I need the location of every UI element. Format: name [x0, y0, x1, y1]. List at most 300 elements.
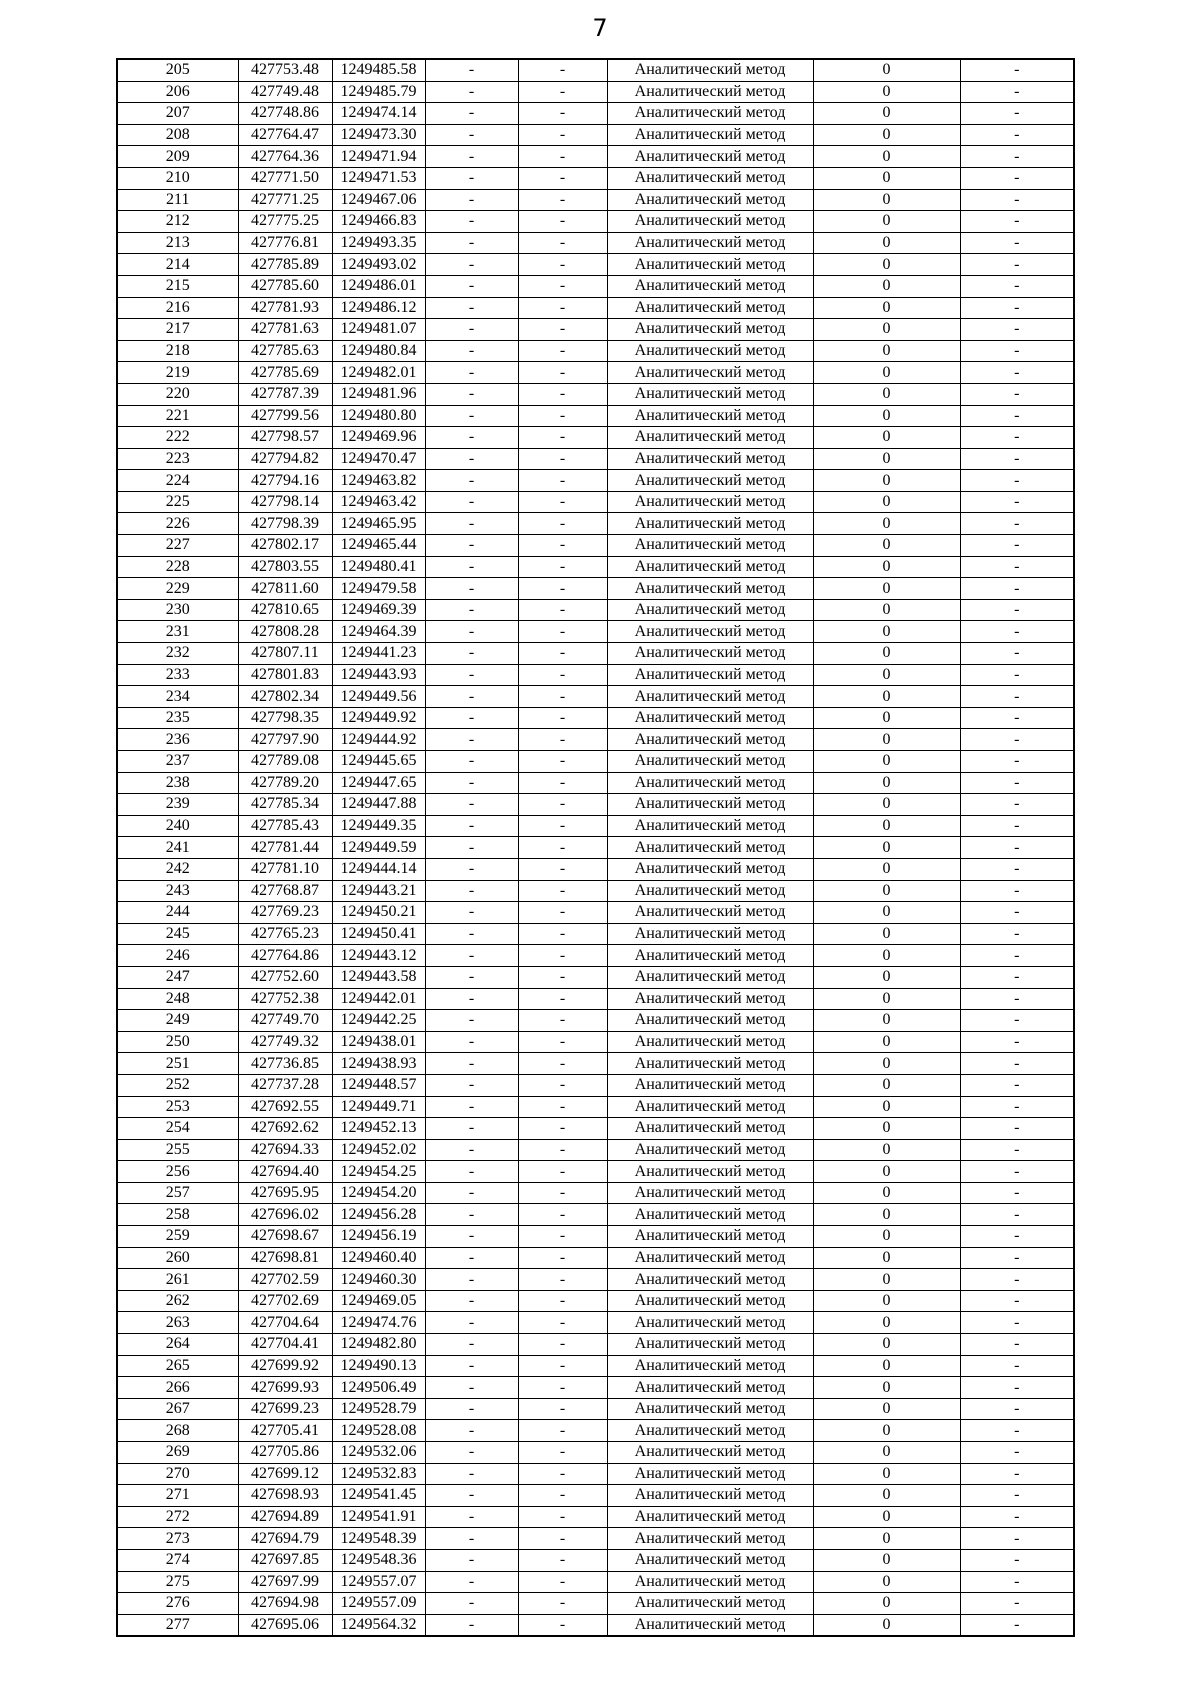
point-number-cell: 252	[117, 1074, 238, 1096]
dash-cell-2: -	[518, 599, 607, 621]
table-row	[117, 858, 1074, 880]
dash-cell-1: -	[425, 232, 518, 254]
dash-cell-2: -	[518, 211, 607, 233]
method-cell: Аналитический метод	[607, 707, 813, 729]
dash-cell-2: -	[518, 81, 607, 103]
point-number-cell: 250	[117, 1031, 238, 1053]
table-row	[117, 578, 1074, 600]
method-cell: Аналитический метод	[607, 794, 813, 816]
y-coordinate-cell: 1249480.84	[332, 340, 425, 362]
zero-cell: 0	[813, 275, 960, 297]
dash-cell-3: -	[960, 729, 1074, 751]
table-row	[117, 707, 1074, 729]
dash-cell-1: -	[425, 837, 518, 859]
dash-cell-1: -	[425, 815, 518, 837]
dash-cell-2: -	[518, 470, 607, 492]
dash-cell-1: -	[425, 1485, 518, 1507]
page-number: 7	[592, 14, 608, 42]
zero-cell: 0	[813, 1204, 960, 1226]
point-number-cell: 243	[117, 880, 238, 902]
y-coordinate-cell: 1249541.91	[332, 1506, 425, 1528]
y-coordinate-cell: 1249449.71	[332, 1096, 425, 1118]
dash-cell-3: -	[960, 1010, 1074, 1032]
zero-cell: 0	[813, 1398, 960, 1420]
method-cell: Аналитический метод	[607, 902, 813, 924]
dash-cell-2: -	[518, 297, 607, 319]
method-cell: Аналитический метод	[607, 1485, 813, 1507]
table-row	[117, 1442, 1074, 1464]
dash-cell-3: -	[960, 707, 1074, 729]
dash-cell-2: -	[518, 1398, 607, 1420]
table-row	[117, 535, 1074, 557]
point-number-cell: 223	[117, 448, 238, 470]
method-cell: Аналитический метод	[607, 513, 813, 535]
point-number-cell: 263	[117, 1312, 238, 1334]
dash-cell-2: -	[518, 146, 607, 168]
x-coordinate-cell: 427749.70	[238, 1010, 332, 1032]
method-cell: Аналитический метод	[607, 1398, 813, 1420]
dash-cell-2: -	[518, 340, 607, 362]
point-number-cell: 212	[117, 211, 238, 233]
method-cell: Аналитический метод	[607, 1334, 813, 1356]
point-number-cell: 229	[117, 578, 238, 600]
point-number-cell: 248	[117, 988, 238, 1010]
method-cell: Аналитический метод	[607, 772, 813, 794]
dash-cell-2: -	[518, 1269, 607, 1291]
x-coordinate-cell: 427803.55	[238, 556, 332, 578]
table-row	[117, 599, 1074, 621]
dash-cell-3: -	[960, 297, 1074, 319]
dash-cell-1: -	[425, 427, 518, 449]
table-row	[117, 729, 1074, 751]
dash-cell-3: -	[960, 362, 1074, 384]
dash-cell-2: -	[518, 794, 607, 816]
dash-cell-3: -	[960, 556, 1074, 578]
dash-cell-1: -	[425, 362, 518, 384]
zero-cell: 0	[813, 1549, 960, 1571]
dash-cell-1: -	[425, 189, 518, 211]
point-number-cell: 242	[117, 858, 238, 880]
dash-cell-1: -	[425, 81, 518, 103]
point-number-cell: 264	[117, 1334, 238, 1356]
method-cell: Аналитический метод	[607, 751, 813, 773]
dash-cell-2: -	[518, 729, 607, 751]
method-cell: Аналитический метод	[607, 621, 813, 643]
y-coordinate-cell: 1249443.58	[332, 966, 425, 988]
dash-cell-2: -	[518, 1053, 607, 1075]
y-coordinate-cell: 1249490.13	[332, 1355, 425, 1377]
dash-cell-1: -	[425, 664, 518, 686]
table-row	[117, 189, 1074, 211]
zero-cell: 0	[813, 664, 960, 686]
dash-cell-2: -	[518, 643, 607, 665]
y-coordinate-cell: 1249564.32	[332, 1614, 425, 1636]
x-coordinate-cell: 427699.23	[238, 1398, 332, 1420]
method-cell: Аналитический метод	[607, 858, 813, 880]
point-number-cell: 273	[117, 1528, 238, 1550]
table-row	[117, 772, 1074, 794]
dash-cell-1: -	[425, 707, 518, 729]
y-coordinate-cell: 1249443.12	[332, 945, 425, 967]
dash-cell-1: -	[425, 1506, 518, 1528]
table-row	[117, 1485, 1074, 1507]
dash-cell-3: -	[960, 1549, 1074, 1571]
zero-cell: 0	[813, 1031, 960, 1053]
table-row	[117, 232, 1074, 254]
zero-cell: 0	[813, 232, 960, 254]
method-cell: Аналитический метод	[607, 448, 813, 470]
y-coordinate-cell: 1249447.88	[332, 794, 425, 816]
dash-cell-1: -	[425, 211, 518, 233]
dash-cell-3: -	[960, 254, 1074, 276]
method-cell: Аналитический метод	[607, 837, 813, 859]
zero-cell: 0	[813, 578, 960, 600]
dash-cell-1: -	[425, 319, 518, 341]
zero-cell: 0	[813, 189, 960, 211]
method-cell: Аналитический метод	[607, 1312, 813, 1334]
dash-cell-1: -	[425, 1398, 518, 1420]
zero-cell: 0	[813, 1096, 960, 1118]
y-coordinate-cell: 1249479.58	[332, 578, 425, 600]
table-row	[117, 1334, 1074, 1356]
dash-cell-1: -	[425, 1226, 518, 1248]
dash-cell-1: -	[425, 1118, 518, 1140]
table-row	[117, 1528, 1074, 1550]
zero-cell: 0	[813, 1074, 960, 1096]
point-number-cell: 256	[117, 1161, 238, 1183]
zero-cell: 0	[813, 707, 960, 729]
y-coordinate-cell: 1249445.65	[332, 751, 425, 773]
dash-cell-3: -	[960, 751, 1074, 773]
method-cell: Аналитический метод	[607, 535, 813, 557]
zero-cell: 0	[813, 858, 960, 880]
x-coordinate-cell: 427799.56	[238, 405, 332, 427]
y-coordinate-cell: 1249449.56	[332, 686, 425, 708]
table-row	[117, 513, 1074, 535]
method-cell: Аналитический метод	[607, 880, 813, 902]
method-cell: Аналитический метод	[607, 340, 813, 362]
table-row	[117, 1355, 1074, 1377]
table-row	[117, 81, 1074, 103]
y-coordinate-cell: 1249532.83	[332, 1463, 425, 1485]
dash-cell-1: -	[425, 513, 518, 535]
method-cell: Аналитический метод	[607, 729, 813, 751]
dash-cell-3: -	[960, 1053, 1074, 1075]
x-coordinate-cell: 427781.44	[238, 837, 332, 859]
dash-cell-3: -	[960, 319, 1074, 341]
y-coordinate-cell: 1249442.01	[332, 988, 425, 1010]
dash-cell-1: -	[425, 1420, 518, 1442]
table-row	[117, 1571, 1074, 1593]
x-coordinate-cell: 427801.83	[238, 664, 332, 686]
point-number-cell: 205	[117, 59, 238, 81]
point-number-cell: 258	[117, 1204, 238, 1226]
y-coordinate-cell: 1249482.80	[332, 1334, 425, 1356]
y-coordinate-cell: 1249481.96	[332, 383, 425, 405]
dash-cell-1: -	[425, 1247, 518, 1269]
point-number-cell: 259	[117, 1226, 238, 1248]
dash-cell-3: -	[960, 686, 1074, 708]
dash-cell-2: -	[518, 1506, 607, 1528]
dash-cell-1: -	[425, 275, 518, 297]
dash-cell-2: -	[518, 1031, 607, 1053]
method-cell: Аналитический метод	[607, 275, 813, 297]
dash-cell-2: -	[518, 103, 607, 125]
dash-cell-3: -	[960, 902, 1074, 924]
dash-cell-2: -	[518, 1549, 607, 1571]
table-row	[117, 470, 1074, 492]
y-coordinate-cell: 1249449.92	[332, 707, 425, 729]
y-coordinate-cell: 1249464.39	[332, 621, 425, 643]
point-number-cell: 267	[117, 1398, 238, 1420]
table-row	[117, 1118, 1074, 1140]
dash-cell-1: -	[425, 1182, 518, 1204]
dash-cell-3: -	[960, 1355, 1074, 1377]
x-coordinate-cell: 427781.63	[238, 319, 332, 341]
x-coordinate-cell: 427789.08	[238, 751, 332, 773]
dash-cell-3: -	[960, 340, 1074, 362]
method-cell: Аналитический метод	[607, 319, 813, 341]
x-coordinate-cell: 427802.34	[238, 686, 332, 708]
zero-cell: 0	[813, 81, 960, 103]
method-cell: Аналитический метод	[607, 59, 813, 81]
y-coordinate-cell: 1249444.92	[332, 729, 425, 751]
point-number-cell: 234	[117, 686, 238, 708]
y-coordinate-cell: 1249474.14	[332, 103, 425, 125]
table-row	[117, 59, 1074, 81]
zero-cell: 0	[813, 1485, 960, 1507]
point-number-cell: 233	[117, 664, 238, 686]
method-cell: Аналитический метод	[607, 124, 813, 146]
table-row	[117, 880, 1074, 902]
dash-cell-3: -	[960, 275, 1074, 297]
dash-cell-1: -	[425, 1571, 518, 1593]
method-cell: Аналитический метод	[607, 1528, 813, 1550]
point-number-cell: 219	[117, 362, 238, 384]
y-coordinate-cell: 1249467.06	[332, 189, 425, 211]
table-row	[117, 1139, 1074, 1161]
point-number-cell: 241	[117, 837, 238, 859]
zero-cell: 0	[813, 966, 960, 988]
point-number-cell: 244	[117, 902, 238, 924]
point-number-cell: 215	[117, 275, 238, 297]
point-number-cell: 274	[117, 1549, 238, 1571]
dash-cell-1: -	[425, 491, 518, 513]
point-number-cell: 249	[117, 1010, 238, 1032]
y-coordinate-cell: 1249480.41	[332, 556, 425, 578]
dash-cell-3: -	[960, 1485, 1074, 1507]
point-number-cell: 207	[117, 103, 238, 125]
y-coordinate-cell: 1249466.83	[332, 211, 425, 233]
dash-cell-1: -	[425, 1334, 518, 1356]
table-row	[117, 751, 1074, 773]
point-number-cell: 260	[117, 1247, 238, 1269]
point-number-cell: 257	[117, 1182, 238, 1204]
dash-cell-1: -	[425, 556, 518, 578]
y-coordinate-cell: 1249452.13	[332, 1118, 425, 1140]
dash-cell-3: -	[960, 1204, 1074, 1226]
dash-cell-3: -	[960, 1269, 1074, 1291]
zero-cell: 0	[813, 1139, 960, 1161]
x-coordinate-cell: 427699.92	[238, 1355, 332, 1377]
method-cell: Аналитический метод	[607, 427, 813, 449]
zero-cell: 0	[813, 794, 960, 816]
dash-cell-2: -	[518, 1571, 607, 1593]
table-row	[117, 1269, 1074, 1291]
method-cell: Аналитический метод	[607, 664, 813, 686]
dash-cell-3: -	[960, 81, 1074, 103]
zero-cell: 0	[813, 1247, 960, 1269]
method-cell: Аналитический метод	[607, 362, 813, 384]
dash-cell-1: -	[425, 124, 518, 146]
dash-cell-1: -	[425, 1377, 518, 1399]
x-coordinate-cell: 427775.25	[238, 211, 332, 233]
zero-cell: 0	[813, 1442, 960, 1464]
dash-cell-2: -	[518, 880, 607, 902]
dash-cell-1: -	[425, 902, 518, 924]
x-coordinate-cell: 427748.86	[238, 103, 332, 125]
zero-cell: 0	[813, 923, 960, 945]
point-number-cell: 222	[117, 427, 238, 449]
dash-cell-1: -	[425, 1204, 518, 1226]
table-row	[117, 643, 1074, 665]
y-coordinate-cell: 1249471.94	[332, 146, 425, 168]
dash-cell-2: -	[518, 578, 607, 600]
dash-cell-2: -	[518, 254, 607, 276]
table-row	[117, 794, 1074, 816]
dash-cell-3: -	[960, 599, 1074, 621]
dash-cell-1: -	[425, 729, 518, 751]
zero-cell: 0	[813, 297, 960, 319]
method-cell: Аналитический метод	[607, 1139, 813, 1161]
y-coordinate-cell: 1249493.35	[332, 232, 425, 254]
y-coordinate-cell: 1249454.20	[332, 1182, 425, 1204]
point-number-cell: 228	[117, 556, 238, 578]
point-number-cell: 246	[117, 945, 238, 967]
table-row	[117, 1549, 1074, 1571]
coordinates-table-body	[117, 59, 1074, 1636]
dash-cell-3: -	[960, 535, 1074, 557]
y-coordinate-cell: 1249485.58	[332, 59, 425, 81]
table-row	[117, 621, 1074, 643]
method-cell: Аналитический метод	[607, 383, 813, 405]
table-row	[117, 383, 1074, 405]
x-coordinate-cell: 427752.38	[238, 988, 332, 1010]
dash-cell-1: -	[425, 59, 518, 81]
x-coordinate-cell: 427698.81	[238, 1247, 332, 1269]
zero-cell: 0	[813, 535, 960, 557]
point-number-cell: 213	[117, 232, 238, 254]
method-cell: Аналитический метод	[607, 1010, 813, 1032]
point-number-cell: 214	[117, 254, 238, 276]
dash-cell-3: -	[960, 59, 1074, 81]
table-row	[117, 815, 1074, 837]
dash-cell-2: -	[518, 1204, 607, 1226]
dash-cell-2: -	[518, 1096, 607, 1118]
method-cell: Аналитический метод	[607, 1355, 813, 1377]
y-coordinate-cell: 1249528.79	[332, 1398, 425, 1420]
method-cell: Аналитический метод	[607, 146, 813, 168]
dash-cell-2: -	[518, 1161, 607, 1183]
dash-cell-1: -	[425, 686, 518, 708]
point-number-cell: 253	[117, 1096, 238, 1118]
x-coordinate-cell: 427694.33	[238, 1139, 332, 1161]
point-number-cell: 227	[117, 535, 238, 557]
method-cell: Аналитический метод	[607, 1161, 813, 1183]
zero-cell: 0	[813, 988, 960, 1010]
zero-cell: 0	[813, 686, 960, 708]
y-coordinate-cell: 1249454.25	[332, 1161, 425, 1183]
dash-cell-1: -	[425, 643, 518, 665]
point-number-cell: 230	[117, 599, 238, 621]
dash-cell-1: -	[425, 1549, 518, 1571]
zero-cell: 0	[813, 254, 960, 276]
table-row	[117, 1463, 1074, 1485]
point-number-cell: 224	[117, 470, 238, 492]
method-cell: Аналитический метод	[607, 556, 813, 578]
x-coordinate-cell: 427785.34	[238, 794, 332, 816]
dash-cell-3: -	[960, 643, 1074, 665]
coordinates-table	[116, 58, 1075, 1637]
zero-cell: 0	[813, 902, 960, 924]
y-coordinate-cell: 1249471.53	[332, 167, 425, 189]
dash-cell-2: -	[518, 383, 607, 405]
zero-cell: 0	[813, 729, 960, 751]
dash-cell-3: -	[960, 1571, 1074, 1593]
y-coordinate-cell: 1249548.36	[332, 1549, 425, 1571]
dash-cell-1: -	[425, 923, 518, 945]
x-coordinate-cell: 427737.28	[238, 1074, 332, 1096]
x-coordinate-cell: 427785.89	[238, 254, 332, 276]
dash-cell-1: -	[425, 470, 518, 492]
dash-cell-3: -	[960, 189, 1074, 211]
dash-cell-2: -	[518, 1312, 607, 1334]
x-coordinate-cell: 427776.81	[238, 232, 332, 254]
x-coordinate-cell: 427764.86	[238, 945, 332, 967]
dash-cell-3: -	[960, 1377, 1074, 1399]
x-coordinate-cell: 427695.06	[238, 1614, 332, 1636]
point-number-cell: 217	[117, 319, 238, 341]
point-number-cell: 239	[117, 794, 238, 816]
method-cell: Аналитический метод	[607, 211, 813, 233]
x-coordinate-cell: 427702.69	[238, 1290, 332, 1312]
x-coordinate-cell: 427785.63	[238, 340, 332, 362]
dash-cell-2: -	[518, 1463, 607, 1485]
point-number-cell: 231	[117, 621, 238, 643]
zero-cell: 0	[813, 146, 960, 168]
dash-cell-3: -	[960, 448, 1074, 470]
point-number-cell: 269	[117, 1442, 238, 1464]
table-row	[117, 167, 1074, 189]
x-coordinate-cell: 427807.11	[238, 643, 332, 665]
zero-cell: 0	[813, 211, 960, 233]
dash-cell-3: -	[960, 103, 1074, 125]
zero-cell: 0	[813, 1593, 960, 1615]
dash-cell-2: -	[518, 491, 607, 513]
zero-cell: 0	[813, 362, 960, 384]
dash-cell-2: -	[518, 1377, 607, 1399]
dash-cell-2: -	[518, 513, 607, 535]
point-number-cell: 262	[117, 1290, 238, 1312]
dash-cell-2: -	[518, 1334, 607, 1356]
dash-cell-3: -	[960, 383, 1074, 405]
method-cell: Аналитический метод	[607, 988, 813, 1010]
x-coordinate-cell: 427794.82	[238, 448, 332, 470]
dash-cell-3: -	[960, 664, 1074, 686]
dash-cell-3: -	[960, 1593, 1074, 1615]
dash-cell-3: -	[960, 1118, 1074, 1140]
dash-cell-2: -	[518, 1290, 607, 1312]
